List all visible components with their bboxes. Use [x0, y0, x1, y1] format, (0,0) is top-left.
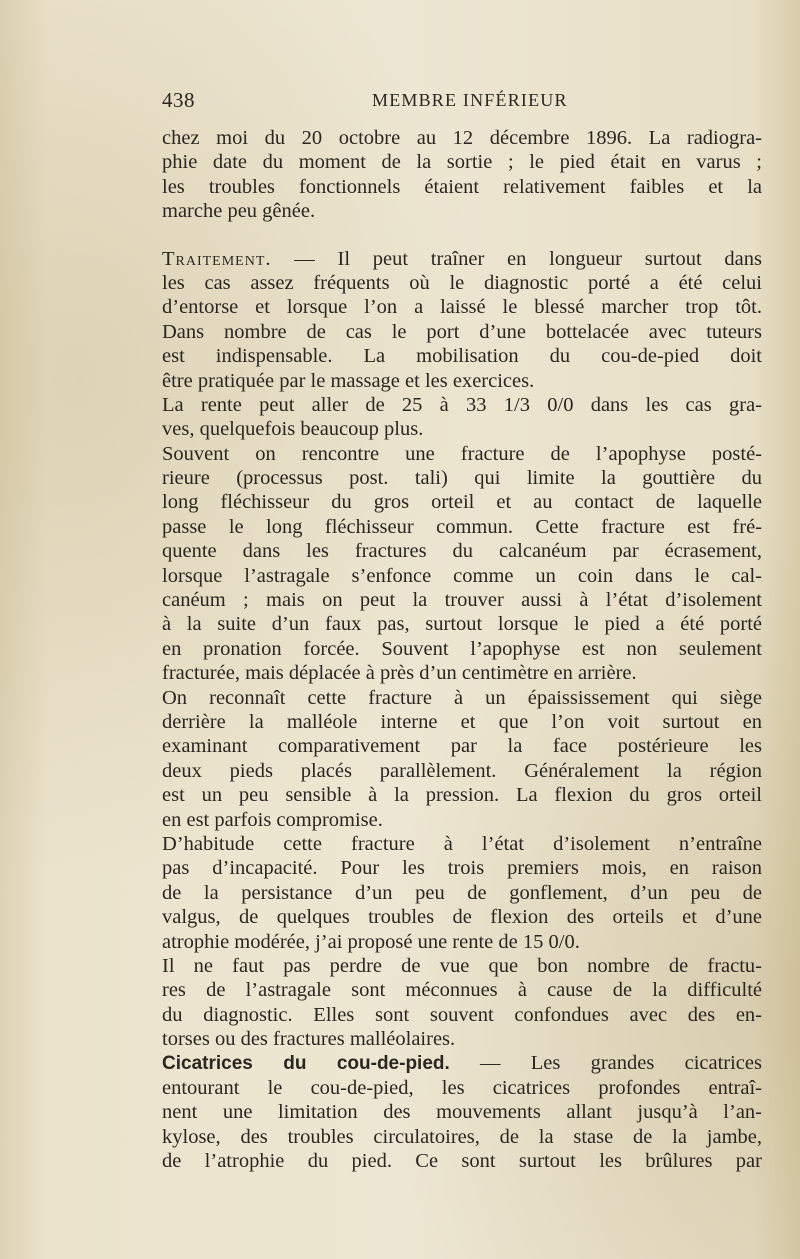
section-traitement [162, 247, 762, 1052]
paragraph-1 [162, 126, 762, 224]
text-line: ves, quelquefois beaucoup plus. [162, 418, 424, 441]
text-line: de la persistance d’un peu de gonflement, d’un peu de [162, 881, 762, 904]
text-line [162, 247, 762, 271]
text-line: canéum ; mais on peut la trouver aussi à l’état d’isolement [162, 589, 762, 612]
text-line: être pratiquée par le massage et les exercices. [162, 369, 535, 392]
section-heading-cicatrices: Cicatrices du cou-de-pied. [162, 1053, 450, 1075]
text-line: entourant le cou-de-pied, les cicatrices profondes entraî- [162, 1076, 762, 1099]
text-line [162, 1051, 762, 1075]
text-line: marche peu gênée. [162, 200, 316, 223]
text-line: à la suite d’un faux pas, surtout lorsque le pied a été porté [162, 613, 762, 636]
text-line: lorsque l’astragale s’enfonce comme un coin dans le cal- [162, 564, 762, 587]
paragraph-gap [162, 224, 762, 247]
text-line: quente dans les fractures du calcanéum par écrasement, [162, 540, 762, 563]
text-line: kylose, des troubles circulatoires, de la stase de la jambe, [162, 1125, 762, 1148]
text-line: fracturée, mais déplacée à près d’un centimètre en arrière. [162, 662, 637, 685]
text-run: — Il peut traîner en longueur surtout dans [271, 247, 762, 270]
text-line: atrophie modérée, j’ai proposé une rente de 15 0/0. [162, 930, 580, 953]
text-line: en pronation forcée. Souvent l’apophyse est non seulement [162, 637, 762, 660]
section-heading-traitement: Traitement. [162, 247, 272, 270]
text-line: les cas assez fréquents où le diagnostic porté a été celui [162, 271, 762, 294]
text-line: du diagnostic. Elles sont souvent confondues avec des en- [162, 1003, 762, 1026]
section-cicatrices [162, 1051, 762, 1173]
text-line: D’habitude cette fracture à l’état d’isolement n’entraîne [162, 832, 762, 855]
text-line: La rente peut aller de 25 à 33 1/3 0/0 dans les cas gra- [162, 393, 762, 416]
text-line: derrière la malléole interne et que l’on voit surtout en [162, 710, 762, 733]
text-line: Dans nombre de cas le port d’une bottelacée avec tuteurs [162, 320, 762, 343]
text-line: les troubles fonctionnels étaient relativement faibles et la [162, 175, 762, 198]
text-line: chez moi du 20 octobre au 12 décembre 1896. La radiogra- [162, 127, 762, 149]
text-line: valgus, de quelques troubles de flexion des orteils et d’une [162, 906, 762, 929]
text-line: torses ou des fractures malléolaires. [162, 1028, 456, 1051]
text-line: d’entorse et lorsque l’on a laissé le blessé marcher trop tôt. [162, 296, 762, 319]
body-text [162, 126, 762, 1173]
text-line: examinant comparativement par la face postérieure les [162, 735, 762, 758]
text-line: Il ne faut pas perdre de vue que bon nombre de fractu- [162, 954, 762, 977]
text-line: est un peu sensible à la pression. La flexion du gros orteil [162, 784, 762, 807]
text-line: est indispensable. La mobilisation du cou-de-pied doit [162, 345, 762, 368]
text-line: deux pieds placés parallèlement. Généralement la région [162, 759, 762, 782]
text-line: Souvent on rencontre une fracture de l’apophyse posté- [162, 442, 762, 465]
text-line: rieure (processus post. tali) qui limite la gouttière du [162, 467, 762, 490]
text-line: en est parfois compromise. [162, 808, 383, 831]
text-line: long fléchisseur du gros orteil et au contact de laquelle [162, 491, 762, 514]
text-line: pas d’incapacité. Pour les trois premiers mois, en raison [162, 857, 762, 880]
text-line: On reconnaît cette fracture à un épaississement qui siège [162, 686, 762, 709]
page-header [162, 88, 762, 116]
text-run: — Les grandes cicatrices [449, 1052, 762, 1075]
text-line: de l’atrophie du pied. Ce sont surtout les brûlures par [162, 1150, 762, 1173]
page-number: 438 [162, 88, 195, 112]
text-line: res de l’astragale sont méconnues à cause de la difficulté [162, 979, 762, 1002]
text-line: nent une limitation des mouvements allant jusqu’à l’an- [162, 1101, 762, 1124]
text-line: phie date du moment de la sortie ; le pied était en varus ; [162, 151, 762, 174]
running-title: MEMBRE INFÉRIEUR [372, 90, 568, 110]
text-line: passe le long fléchisseur commun. Cette fracture est fré- [162, 515, 762, 538]
